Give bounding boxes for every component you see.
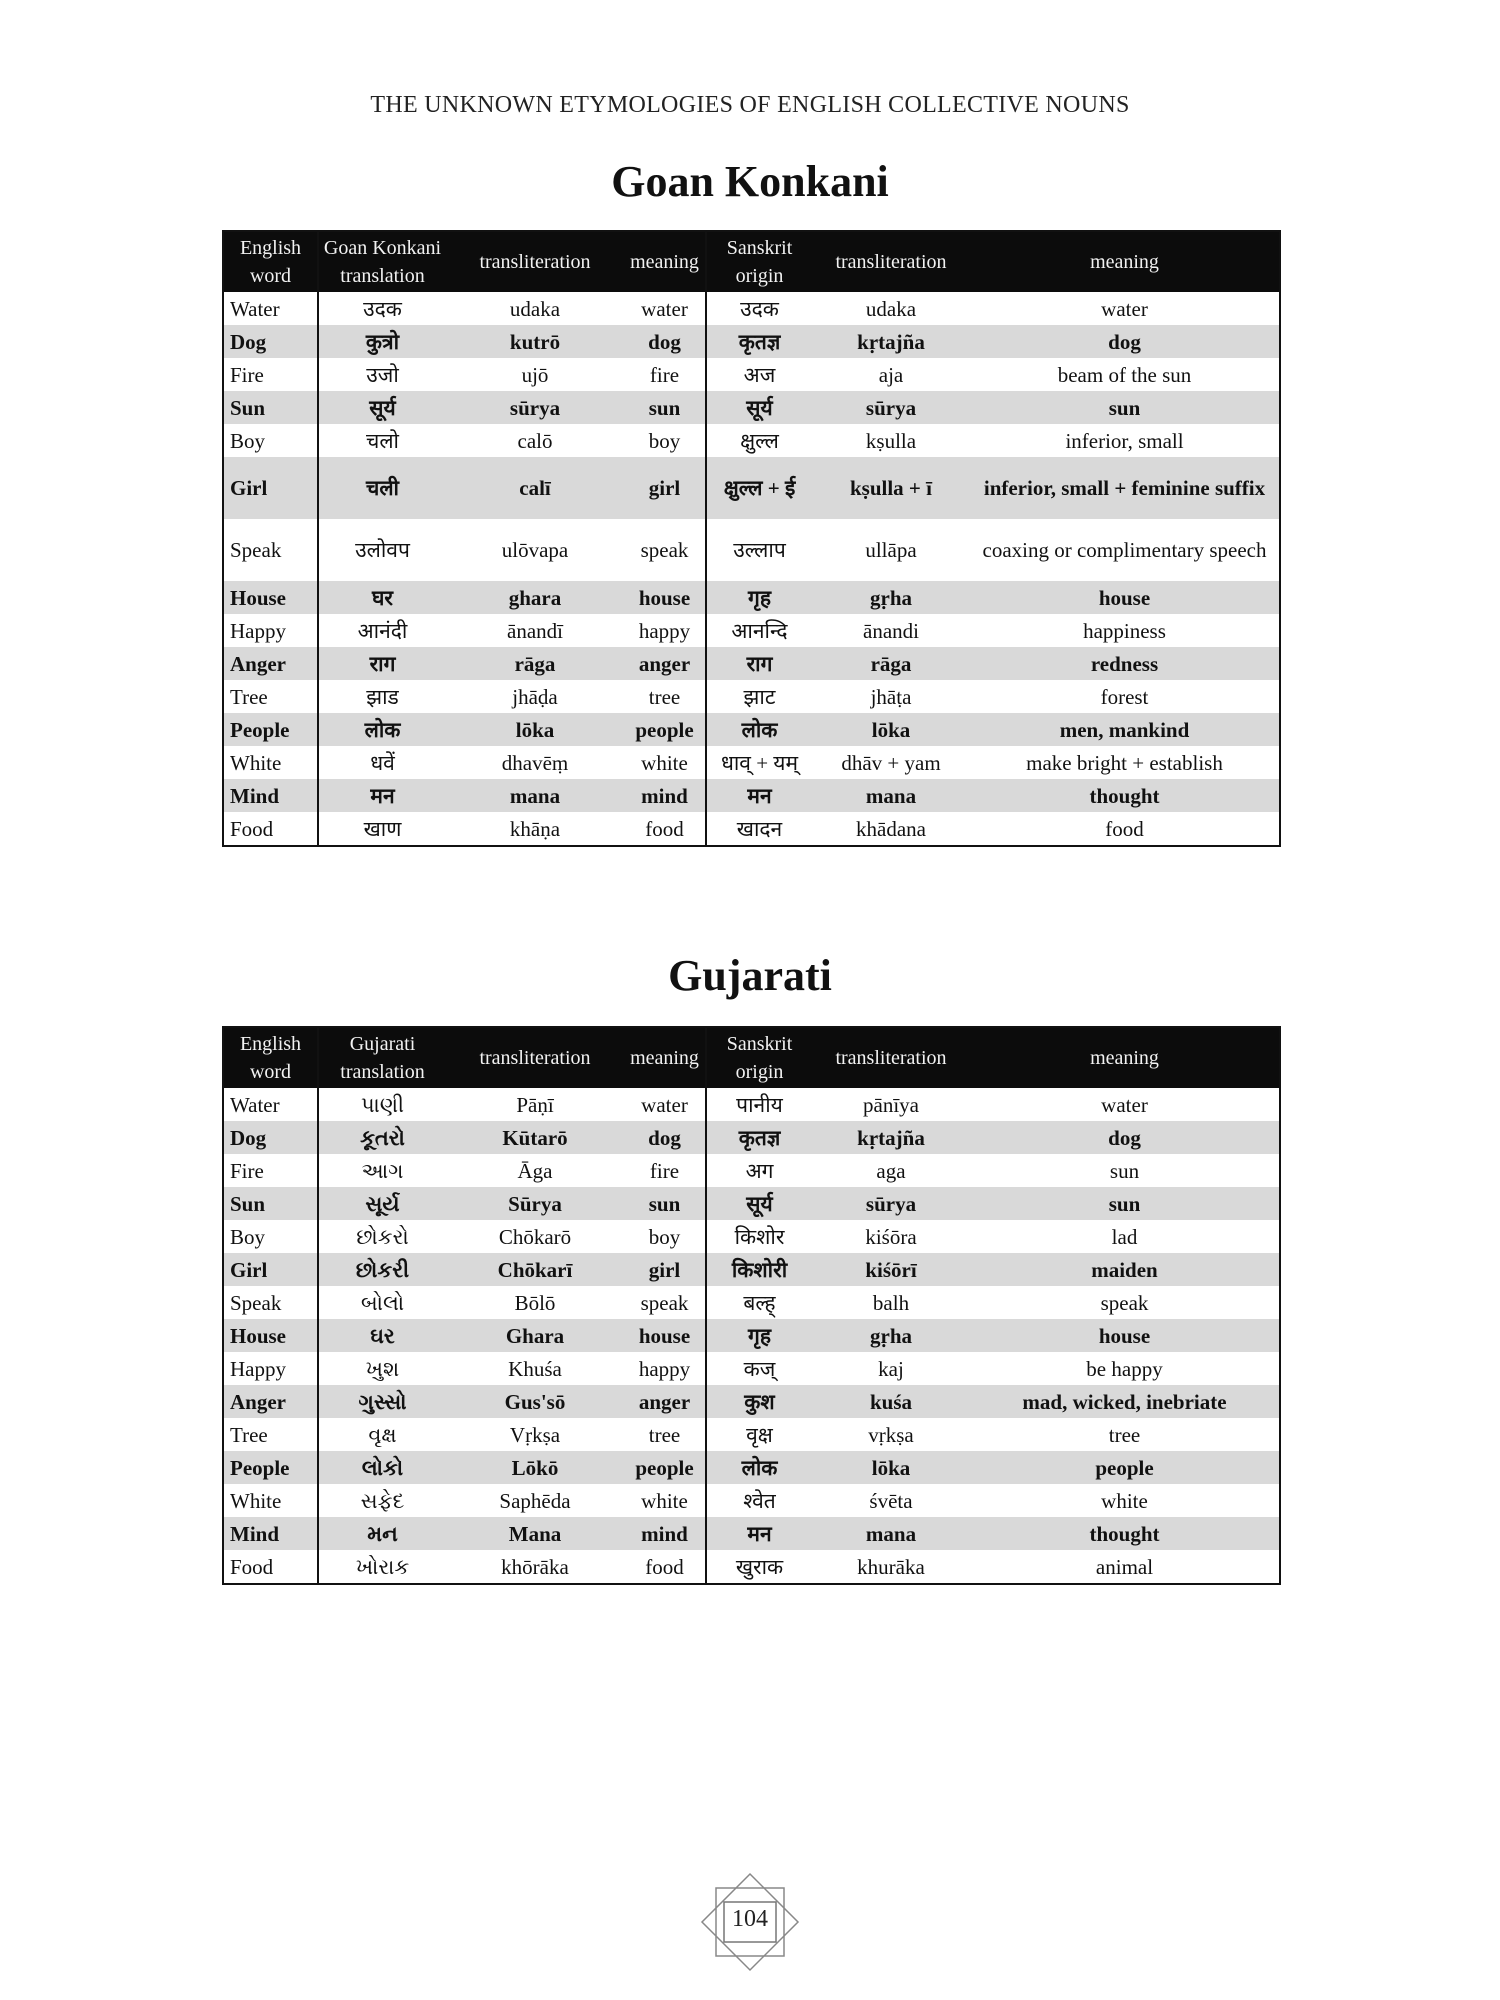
table-cell: धाव् + यम् xyxy=(706,746,812,779)
table-cell: Sun xyxy=(223,1187,318,1220)
table-cell: fire xyxy=(649,1158,680,1183)
table-cell: लोक xyxy=(706,1451,812,1484)
table-cell: food xyxy=(1105,816,1144,841)
table-cell: House xyxy=(223,1319,318,1352)
table-cell: kutrō xyxy=(446,325,624,358)
column-header: English word xyxy=(223,1027,318,1088)
table-row xyxy=(223,812,1280,846)
table-cell: आनंदी xyxy=(318,614,446,647)
table-cell: Girl xyxy=(223,1253,318,1286)
table-cell: People xyxy=(223,1451,318,1484)
table-cell: કૂતરો xyxy=(318,1121,446,1154)
table-cell: mad, wicked, inebriate xyxy=(970,1385,1280,1418)
table-cell: अज xyxy=(706,358,812,391)
table-cell: आनन्दि xyxy=(706,614,812,647)
table-cell: Dog xyxy=(223,325,318,358)
table-cell: balh xyxy=(872,1290,910,1315)
column-header: meaning xyxy=(624,231,706,292)
table-cell: happy xyxy=(638,1356,691,1381)
table-cell: ulōvapa xyxy=(501,538,569,562)
table-cell: mind xyxy=(624,1517,706,1550)
table-row xyxy=(223,1319,1280,1352)
table-cell: vṛkṣa xyxy=(868,1422,914,1447)
column-header: transliteration xyxy=(446,1027,624,1088)
table-cell: मन xyxy=(318,779,446,812)
table-cell: Food xyxy=(230,1554,274,1579)
column-header: meaning xyxy=(970,231,1280,292)
table-cell: tree xyxy=(648,684,681,709)
table-cell: उदक xyxy=(706,292,812,325)
table-cell: sun xyxy=(970,1187,1280,1220)
table-cell: Chōkarō xyxy=(498,1224,572,1249)
table-cell: animal xyxy=(1095,1554,1154,1579)
table-cell: white xyxy=(641,750,688,775)
table-cell: Boy xyxy=(230,428,266,453)
column-header: Sanskrit origin xyxy=(706,1027,812,1088)
table-cell: Kūtarō xyxy=(446,1121,624,1154)
table-cell: forest xyxy=(1100,684,1149,709)
table-cell: aja xyxy=(878,362,904,387)
table-cell: Fire xyxy=(230,362,264,387)
table-row xyxy=(223,1121,1280,1154)
table-row xyxy=(223,1286,1280,1319)
table-cell: Khuśa xyxy=(508,1356,562,1381)
table-cell: चलो xyxy=(318,424,446,457)
table-cell: house xyxy=(970,1319,1280,1352)
table-cell: खाण xyxy=(318,812,446,846)
table-cell: ānandī xyxy=(507,618,563,643)
table-cell: ghara xyxy=(446,581,624,614)
table-cell: राग xyxy=(706,647,812,680)
table-cell: गृह xyxy=(706,1319,812,1352)
table-cell: fire xyxy=(649,362,680,387)
header-row xyxy=(223,231,1280,292)
table-row xyxy=(223,1154,1280,1187)
table-cell: Saphēda xyxy=(499,1488,571,1513)
table-cell: किशोर xyxy=(706,1220,812,1253)
table-cell: tree xyxy=(648,1422,681,1447)
section-title-goan-konkani: Goan Konkani xyxy=(611,157,889,206)
table-cell: thought xyxy=(970,1517,1280,1550)
table-cell: किशोरी xyxy=(706,1253,812,1286)
table-cell: झाट xyxy=(706,680,812,713)
table-cell: Anger xyxy=(223,647,318,680)
table-row xyxy=(223,358,1280,391)
table-cell: कृतज्ञ xyxy=(706,325,812,358)
header-row xyxy=(223,1027,1280,1088)
table-cell: white xyxy=(641,1488,688,1513)
table-cell: સફેદ xyxy=(318,1484,446,1517)
table-cell: Anger xyxy=(223,1385,318,1418)
table-cell: dog xyxy=(624,325,706,358)
table-cell: mana xyxy=(446,779,624,812)
table-cell: water xyxy=(1101,296,1148,321)
table-cell: Fire xyxy=(230,1158,264,1183)
table-cell: food xyxy=(645,1554,684,1579)
table-cell: coaxing or complimentary speech xyxy=(982,538,1267,562)
table-cell: dhāv + yam xyxy=(841,750,941,775)
table-cell: कज् xyxy=(706,1352,812,1385)
table-row xyxy=(223,1418,1280,1451)
table-cell: kṣulla + ī xyxy=(812,457,970,519)
table-row xyxy=(223,614,1280,647)
table-cell: Bōlō xyxy=(514,1290,556,1315)
table-cell: udaka xyxy=(865,296,917,321)
table-cell: બોલો xyxy=(318,1286,446,1319)
table-cell: sun xyxy=(970,391,1280,424)
table-cell: kṛtajña xyxy=(812,1121,970,1154)
table-cell: House xyxy=(223,581,318,614)
table-cell: ખુશ xyxy=(318,1352,446,1385)
column-header: transliteration xyxy=(812,1027,970,1088)
table-cell: People xyxy=(223,713,318,746)
running-head: THE UNKNOWN ETYMOLOGIES OF ENGLISH COLLECTIVE NOUNS xyxy=(370,92,1130,118)
table-cell: झाड xyxy=(318,680,446,713)
table-cell: sūrya xyxy=(446,391,624,424)
table-cell: white xyxy=(1101,1488,1148,1513)
table-cell: वृक्ष xyxy=(706,1418,812,1451)
table-cell: છોકરી xyxy=(318,1253,446,1286)
table-row xyxy=(223,746,1280,779)
table-cell: क्षुल्ल xyxy=(706,424,812,457)
table-cell: धवें xyxy=(318,746,446,779)
table-cell: White xyxy=(230,750,282,775)
table-cell: राग xyxy=(318,647,446,680)
table-cell: घर xyxy=(318,581,446,614)
table-cell: anger xyxy=(624,1385,706,1418)
table-cell: happiness xyxy=(1083,618,1166,643)
table-cell: jhāḍa xyxy=(512,684,558,709)
table-cell: Ghara xyxy=(446,1319,624,1352)
table-cell: પાણી xyxy=(318,1088,446,1121)
table-row xyxy=(223,1352,1280,1385)
table-cell: inferior, small + feminine suffix xyxy=(970,457,1280,519)
table-cell: boy xyxy=(648,428,681,453)
table-cell: water xyxy=(1101,1092,1148,1117)
table-cell: kaj xyxy=(878,1356,904,1381)
table-cell: thought xyxy=(970,779,1280,812)
table-cell: jhāṭa xyxy=(870,684,912,709)
table-cell: men, mankind xyxy=(970,713,1280,746)
table-cell: sun xyxy=(624,391,706,424)
table-row xyxy=(223,1088,1280,1121)
table-cell: inferior, small xyxy=(1065,428,1184,453)
table-cell: beam of the sun xyxy=(1057,362,1192,387)
table-cell: Lōkō xyxy=(446,1451,624,1484)
page-number: 104 xyxy=(732,1906,768,1932)
table-cell: calī xyxy=(446,457,624,519)
table-cell: speak xyxy=(1100,1290,1149,1315)
table-cell: Tree xyxy=(230,684,268,709)
table-cell: क्षुल्ल + ई xyxy=(706,457,812,519)
table-cell: udaka xyxy=(509,296,561,321)
table-cell: people xyxy=(624,713,706,746)
table-row xyxy=(223,1385,1280,1418)
table-cell: Chōkarī xyxy=(446,1253,624,1286)
table-row xyxy=(223,713,1280,746)
table-cell: khōrāka xyxy=(501,1554,569,1579)
table-cell: ujō xyxy=(521,362,549,387)
table-cell: mana xyxy=(812,1517,970,1550)
table-cell: ઘર xyxy=(318,1319,446,1352)
table-cell: lōka xyxy=(446,713,624,746)
table-cell: उजो xyxy=(318,358,446,391)
table-cell: Sūrya xyxy=(446,1187,624,1220)
table-cell: चली xyxy=(318,457,446,519)
table-cell: sun xyxy=(624,1187,706,1220)
table-cell: White xyxy=(230,1488,282,1513)
table-cell: girl xyxy=(624,457,706,519)
table-cell: pānīya xyxy=(863,1092,919,1117)
table-cell: Mana xyxy=(446,1517,624,1550)
table-cell: house xyxy=(624,581,706,614)
table-row xyxy=(223,1517,1280,1550)
table-cell: लोक xyxy=(706,713,812,746)
table-cell: mana xyxy=(812,779,970,812)
gujarati-table xyxy=(222,1026,1281,1585)
table-cell: Tree xyxy=(230,1422,268,1447)
table-cell: સૂર્ય xyxy=(318,1187,446,1220)
table-cell: kṣulla xyxy=(865,428,917,453)
table-cell: Āga xyxy=(517,1158,553,1183)
table-cell: anger xyxy=(624,647,706,680)
table-cell: कृतज्ञ xyxy=(706,1121,812,1154)
table-cell: food xyxy=(645,816,684,841)
table-cell: सूर्य xyxy=(706,1187,812,1220)
table-cell: છોકરો xyxy=(318,1220,446,1253)
table-cell: Water xyxy=(230,1092,280,1117)
column-header: English word xyxy=(223,231,318,292)
table-cell: Food xyxy=(230,816,274,841)
table-cell: lōka xyxy=(812,713,970,746)
table-cell: lōka xyxy=(812,1451,970,1484)
table-cell: Mind xyxy=(223,779,318,812)
table-cell: dog xyxy=(624,1121,706,1154)
table-cell: આગ xyxy=(318,1154,446,1187)
table-cell: dog xyxy=(970,325,1280,358)
table-row xyxy=(223,1220,1280,1253)
table-cell: sun xyxy=(1109,1158,1140,1183)
table-cell: गृह xyxy=(706,581,812,614)
table-row xyxy=(223,457,1280,519)
table-cell: Water xyxy=(230,296,280,321)
table-row xyxy=(223,1187,1280,1220)
table-cell: बल्ह् xyxy=(706,1286,812,1319)
table-row xyxy=(223,1253,1280,1286)
table-cell: dhavēṃ xyxy=(501,750,569,775)
table-cell: sūrya xyxy=(812,391,970,424)
table-cell: कुत्रो xyxy=(318,325,446,358)
table-row xyxy=(223,647,1280,680)
table-cell: lad xyxy=(1111,1224,1138,1249)
table-cell: ullāpa xyxy=(865,538,917,562)
table-row xyxy=(223,680,1280,713)
table-cell: redness xyxy=(970,647,1280,680)
table-cell: tree xyxy=(1108,1422,1141,1447)
table-cell: kiśōra xyxy=(865,1224,917,1249)
table-cell: લોકો xyxy=(318,1451,446,1484)
table-cell: उल्लाप xyxy=(706,519,812,581)
table-row xyxy=(223,391,1280,424)
table-cell: calō xyxy=(517,428,553,453)
table-cell: વૃક્ષ xyxy=(318,1418,446,1451)
table-cell: Happy xyxy=(230,1356,286,1381)
section-title-gujarati: Gujarati xyxy=(668,951,832,1000)
table-cell: खुराक xyxy=(706,1550,812,1584)
table-cell: ખોરાક xyxy=(318,1550,446,1584)
table-row xyxy=(223,1484,1280,1517)
table-cell: people xyxy=(970,1451,1280,1484)
table-cell: મન xyxy=(318,1517,446,1550)
table-cell: house xyxy=(970,581,1280,614)
table-cell: Speak xyxy=(230,538,282,562)
column-header: transliteration xyxy=(446,231,624,292)
table-cell: aga xyxy=(876,1158,906,1183)
goan-konkani-table xyxy=(222,230,1281,847)
table-cell: ગુસ્સો xyxy=(318,1385,446,1418)
column-header: Gujarati translation xyxy=(318,1027,446,1088)
table-cell: girl xyxy=(624,1253,706,1286)
table-cell: मन xyxy=(706,1517,812,1550)
table-cell: kṛtajña xyxy=(812,325,970,358)
table-row xyxy=(223,1451,1280,1484)
column-header: transliteration xyxy=(812,231,970,292)
table-row xyxy=(223,325,1280,358)
table-cell: लोक xyxy=(318,713,446,746)
table-row xyxy=(223,519,1280,581)
table-cell: mind xyxy=(624,779,706,812)
column-header: Goan Konkani translation xyxy=(318,231,446,292)
table-cell: Pāṇī xyxy=(516,1092,554,1117)
table-cell: अग xyxy=(706,1154,812,1187)
table-cell: water xyxy=(641,1092,688,1117)
table-cell: khurāka xyxy=(857,1554,925,1579)
table-cell: Girl xyxy=(223,457,318,519)
table-cell: kiśōrī xyxy=(812,1253,970,1286)
table-cell: Gus'sō xyxy=(446,1385,624,1418)
table-cell: Sun xyxy=(223,391,318,424)
table-row xyxy=(223,424,1280,457)
table-cell: be happy xyxy=(1086,1356,1163,1381)
table-cell: gṛha xyxy=(812,581,970,614)
page-number-ornament xyxy=(700,1872,800,1972)
table-cell: khādana xyxy=(856,816,926,841)
table-cell: rāga xyxy=(812,647,970,680)
table-cell: speak xyxy=(640,538,689,562)
table-row xyxy=(223,292,1280,325)
table-cell: मन xyxy=(706,779,812,812)
table-cell: पानीय xyxy=(706,1088,812,1121)
table-cell: gṛha xyxy=(812,1319,970,1352)
table-cell: people xyxy=(624,1451,706,1484)
table-row xyxy=(223,1550,1280,1584)
table-row xyxy=(223,581,1280,614)
table-cell: water xyxy=(641,296,688,321)
table-cell: Mind xyxy=(223,1517,318,1550)
table-cell: make bright + establish xyxy=(1026,750,1223,775)
table-cell: Speak xyxy=(230,1290,282,1315)
table-cell: उलोवप xyxy=(318,519,446,581)
table-cell: kuśa xyxy=(812,1385,970,1418)
table-cell: house xyxy=(624,1319,706,1352)
table-cell: Dog xyxy=(223,1121,318,1154)
table-cell: sūrya xyxy=(812,1187,970,1220)
table-cell: boy xyxy=(648,1224,681,1249)
table-cell: happy xyxy=(638,618,691,643)
table-cell: कुश xyxy=(706,1385,812,1418)
table-cell: maiden xyxy=(970,1253,1280,1286)
column-header: meaning xyxy=(624,1027,706,1088)
table-cell: ānandi xyxy=(863,618,919,643)
table-cell: rāga xyxy=(446,647,624,680)
table-cell: श्वेत xyxy=(706,1484,812,1517)
table-cell: Vṛkṣa xyxy=(509,1422,561,1447)
table-cell: khāṇa xyxy=(509,816,561,841)
table-cell: Boy xyxy=(230,1224,266,1249)
column-header: Sanskrit origin xyxy=(706,231,812,292)
table-cell: खादन xyxy=(706,812,812,846)
table-cell: speak xyxy=(640,1290,689,1315)
table-cell: सूर्य xyxy=(318,391,446,424)
table-cell: सूर्य xyxy=(706,391,812,424)
column-header: meaning xyxy=(970,1027,1280,1088)
table-cell: Happy xyxy=(230,618,286,643)
table-row xyxy=(223,779,1280,812)
table-cell: dog xyxy=(970,1121,1280,1154)
table-cell: śvēta xyxy=(869,1488,913,1513)
table-cell: उदक xyxy=(318,292,446,325)
